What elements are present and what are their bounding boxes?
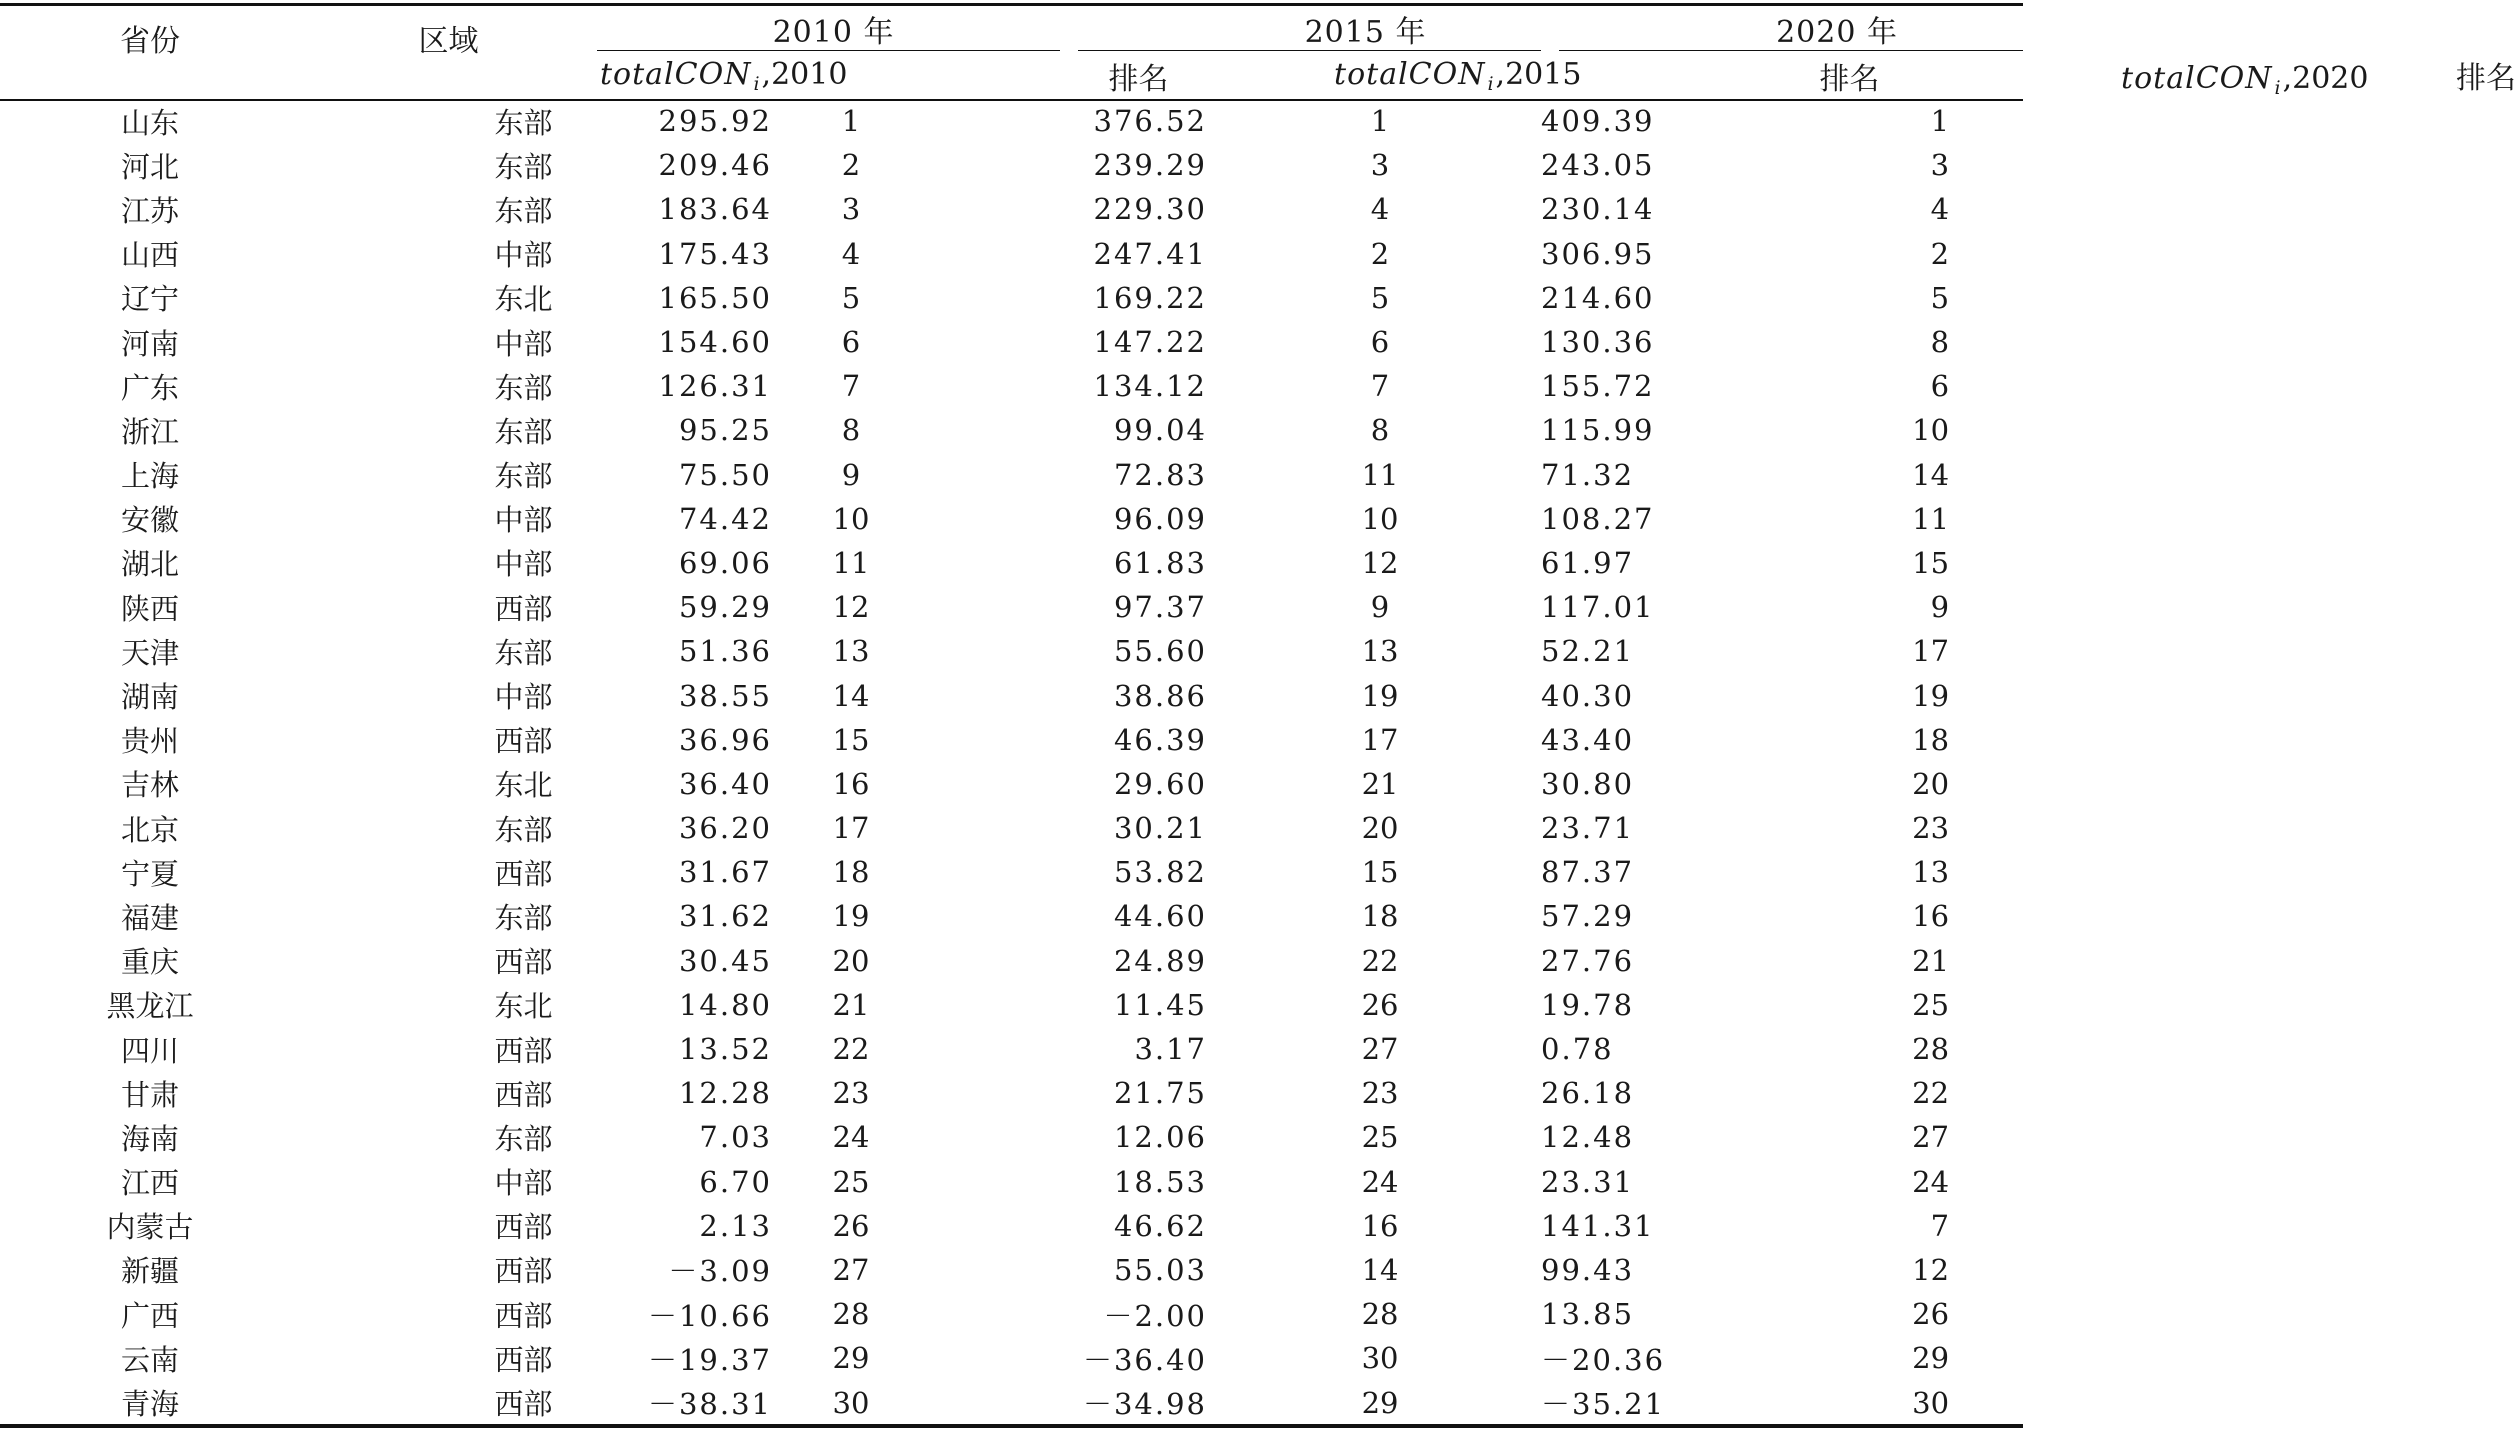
cell-rank-2015: 22: [1361, 943, 1399, 978]
table-row: [0, 629, 2023, 673]
cell-value-2020: 12.48: [1541, 1120, 1635, 1155]
header-rank-2010: 排名: [1108, 61, 1169, 97]
cell-value-2015: 11.45: [1113, 987, 1208, 1022]
table-row: [0, 718, 2023, 762]
cell-value-2020: 155.72: [1541, 369, 1655, 404]
cell-rank-2015: 18: [1361, 899, 1399, 934]
cell-rank-2010: 25: [832, 1164, 870, 1199]
cell-province: 广东: [120, 370, 179, 405]
cell-rank-2020: 16: [1912, 899, 1950, 934]
cell-region: 东部: [494, 635, 553, 670]
header-row-top: [0, 6, 2023, 52]
cell-region: 中部: [494, 680, 553, 715]
cell-rank-2015: 15: [1361, 855, 1399, 890]
cell-province: 湖北: [120, 547, 179, 582]
cell-province: 河北: [120, 149, 179, 184]
cell-rank-2020: 30: [1912, 1385, 1950, 1420]
cell-value-2020: 108.27: [1541, 501, 1655, 536]
cell-province: 青海: [120, 1387, 179, 1422]
cell-rank-2015: 6: [1370, 325, 1390, 360]
cell-rank-2010: 28: [832, 1297, 870, 1332]
table-row: [0, 187, 2023, 231]
cell-rank-2020: 11: [1912, 501, 1950, 536]
cell-rank-2015: 29: [1361, 1385, 1399, 1420]
cell-province: 广西: [120, 1298, 179, 1333]
cell-value-2020: 61.97: [1541, 545, 1635, 580]
cell-value-2020: 115.99: [1541, 413, 1655, 448]
cell-value-2015: －34.98: [1082, 1387, 1208, 1422]
cell-rank-2020: 14: [1912, 457, 1950, 492]
cell-rank-2010: 30: [832, 1385, 870, 1420]
cell-province: 辽宁: [120, 282, 179, 317]
cell-value-2015: 55.60: [1113, 634, 1208, 669]
cell-region: 东部: [494, 149, 553, 184]
cell-value-2020: 30.80: [1541, 766, 1635, 801]
cell-rank-2010: 29: [832, 1341, 870, 1376]
cell-rank-2010: 6: [841, 325, 861, 360]
cell-value-2015: 134.12: [1093, 369, 1208, 404]
cell-region: 中部: [494, 326, 553, 361]
cell-rank-2010: 8: [841, 413, 861, 448]
cell-value-2020: 27.76: [1541, 943, 1635, 978]
cell-region: 西部: [494, 591, 553, 626]
cell-province: 浙江: [120, 414, 179, 449]
cell-value-2015: 61.83: [1113, 545, 1208, 580]
cell-rank-2020: 8: [1930, 325, 1950, 360]
cell-rank-2010: 7: [841, 369, 861, 404]
cell-rank-2015: 11: [1361, 457, 1399, 492]
cell-rank-2020: 15: [1912, 545, 1950, 580]
cell-region: 西部: [494, 856, 553, 891]
header-year-2010: 2010 年: [772, 15, 895, 50]
cell-value-2020: －35.21: [1541, 1387, 1666, 1422]
cell-province: 福建: [120, 900, 179, 935]
cell-value-2010: 36.40: [678, 766, 772, 801]
cell-rank-2015: 2: [1370, 236, 1390, 271]
cell-rank-2015: 17: [1361, 722, 1399, 757]
cell-value-2010: 13.52: [678, 1032, 772, 1067]
cell-rank-2010: 24: [832, 1120, 870, 1155]
cell-province: 宁夏: [120, 856, 179, 891]
cell-value-2020: 306.95: [1541, 236, 1655, 271]
cell-value-2020: 43.40: [1541, 722, 1635, 757]
cell-rank-2010: 17: [832, 811, 870, 846]
cell-region: 东部: [494, 105, 553, 140]
cell-value-2015: 239.29: [1093, 148, 1208, 183]
cell-rank-2020: 17: [1912, 634, 1950, 669]
cell-value-2010: －19.37: [647, 1342, 772, 1377]
cell-value-2010: 31.62: [678, 899, 772, 934]
cell-region: 东部: [494, 900, 553, 935]
cell-value-2020: 23.31: [1541, 1164, 1635, 1199]
cell-region: 中部: [494, 1166, 553, 1201]
metric-name: totalCON: [1334, 56, 1486, 92]
cell-region: 东北: [494, 989, 553, 1024]
table-row: [0, 232, 2023, 276]
cell-rank-2015: 28: [1361, 1297, 1399, 1332]
cell-value-2010: 154.60: [658, 325, 772, 360]
cell-value-2010: 51.36: [678, 634, 772, 669]
cell-value-2015: 53.82: [1113, 855, 1208, 890]
cell-province: 江西: [120, 1166, 179, 1201]
metric-subscript: i: [1487, 72, 1494, 95]
cell-rank-2010: 21: [832, 987, 870, 1022]
cell-value-2010: 31.67: [678, 855, 772, 890]
cell-rank-2010: 4: [841, 236, 861, 271]
header-metric-2010: [597, 52, 1060, 99]
cell-value-2015: 38.86: [1113, 678, 1208, 713]
cell-region: 东部: [494, 370, 553, 405]
cell-rank-2020: 6: [1930, 369, 1950, 404]
cell-value-2020: 40.30: [1541, 678, 1635, 713]
header-rank-2015: 排名: [1819, 61, 1880, 97]
cell-rank-2020: 25: [1912, 987, 1950, 1022]
cell-rank-2015: 12: [1361, 545, 1399, 580]
table-row: [0, 1160, 2023, 1204]
cell-rank-2010: 16: [832, 766, 870, 801]
data-table: [0, 6, 2516, 1425]
table-body: [0, 99, 2023, 1425]
cell-value-2020: 230.14: [1541, 192, 1655, 227]
cell-value-2020: 13.85: [1541, 1297, 1635, 1332]
table-row: [0, 1071, 2023, 1115]
cell-value-2010: 295.92: [658, 104, 772, 139]
cell-value-2020: 0.78: [1541, 1032, 1614, 1067]
cell-value-2020: 117.01: [1541, 590, 1655, 625]
cell-rank-2015: 14: [1361, 1252, 1399, 1287]
cell-province: 黑龙江: [106, 989, 194, 1024]
table-row: [0, 143, 2023, 187]
header-rank-2020: 排名: [2456, 60, 2516, 96]
cell-rank-2015: 16: [1361, 1208, 1399, 1243]
table-row: [0, 850, 2023, 894]
cell-region: 西部: [494, 1254, 553, 1289]
table-row: [0, 894, 2023, 938]
cell-rank-2010: 14: [832, 678, 870, 713]
cell-rank-2020: 4: [1930, 192, 1950, 227]
cell-value-2015: 247.41: [1093, 236, 1208, 271]
table-row: [0, 983, 2023, 1027]
cell-value-2020: 214.60: [1541, 280, 1655, 315]
cell-rank-2020: 10: [1912, 413, 1950, 448]
cell-rank-2020: 1: [1930, 104, 1950, 139]
cell-rank-2015: 4: [1370, 192, 1390, 227]
metric-name: totalCON: [600, 56, 752, 92]
cell-rank-2020: 29: [1912, 1341, 1950, 1376]
cell-value-2015: 46.39: [1113, 722, 1208, 757]
cell-value-2010: 30.45: [678, 943, 772, 978]
cell-rank-2015: 30: [1361, 1341, 1399, 1376]
cell-rank-2020: 21: [1912, 943, 1950, 978]
cell-value-2010: 126.31: [658, 369, 772, 404]
cell-value-2015: －36.40: [1082, 1342, 1208, 1377]
cell-region: 西部: [494, 1077, 553, 1112]
cell-rank-2020: 20: [1912, 766, 1950, 801]
cell-value-2015: 169.22: [1093, 280, 1208, 315]
table-row: [0, 1292, 2023, 1336]
cell-region: 西部: [494, 1342, 553, 1377]
cell-rank-2020: 3: [1930, 148, 1950, 183]
cell-rank-2015: 1: [1370, 104, 1390, 139]
cell-value-2020: 141.31: [1541, 1208, 1655, 1243]
cell-rank-2020: 2: [1930, 236, 1950, 271]
cell-rank-2015: 23: [1361, 1076, 1399, 1111]
cell-value-2020: 19.78: [1541, 987, 1635, 1022]
cell-rank-2010: 13: [832, 634, 870, 669]
cell-rank-2015: 8: [1370, 413, 1390, 448]
table-row: [0, 1380, 2023, 1424]
cell-rank-2015: 20: [1361, 811, 1399, 846]
metric-subscript: i: [2274, 76, 2281, 99]
cell-region: 东北: [494, 768, 553, 803]
metric-name: totalCON: [2121, 60, 2273, 96]
cell-value-2010: 183.64: [658, 192, 772, 227]
cell-value-2020: 87.37: [1541, 855, 1635, 890]
table-row: [0, 1248, 2023, 1292]
cell-value-2015: 21.75: [1113, 1076, 1208, 1111]
cell-value-2015: 18.53: [1113, 1164, 1208, 1199]
cell-province: 河南: [120, 326, 179, 361]
table-row: [0, 673, 2023, 717]
cell-rank-2020: 12: [1912, 1252, 1950, 1287]
cell-value-2015: 3.17: [1134, 1032, 1208, 1067]
cell-value-2015: 229.30: [1093, 192, 1208, 227]
cell-province: 江苏: [120, 193, 179, 228]
cell-region: 东北: [494, 282, 553, 317]
cell-value-2015: 29.60: [1113, 766, 1208, 801]
header-metric-2015: [1217, 52, 1676, 99]
cell-region: 西部: [494, 1387, 553, 1422]
cell-value-2015: 147.22: [1093, 325, 1208, 360]
cell-value-2015: 97.37: [1113, 590, 1208, 625]
cell-rank-2010: 20: [832, 943, 870, 978]
cell-value-2015: －2.00: [1103, 1298, 1208, 1333]
table-row: [0, 939, 2023, 983]
cell-region: 西部: [494, 1298, 553, 1333]
cell-region: 中部: [494, 503, 553, 538]
table-row: [0, 1204, 2023, 1248]
cell-rank-2010: 26: [832, 1208, 870, 1243]
cell-value-2010: 6.70: [699, 1164, 772, 1199]
cell-value-2010: －38.31: [647, 1387, 772, 1422]
cell-value-2010: 7.03: [699, 1120, 772, 1155]
cell-province: 内蒙古: [106, 1210, 194, 1245]
cell-rank-2010: 11: [832, 545, 870, 580]
cell-province: 贵州: [120, 724, 179, 759]
cell-value-2010: －3.09: [668, 1254, 772, 1289]
cell-rank-2010: 3: [841, 192, 861, 227]
cell-rank-2015: 27: [1361, 1032, 1399, 1067]
cell-region: 东部: [494, 193, 553, 228]
cell-province: 海南: [120, 1121, 179, 1156]
cell-rank-2015: 24: [1361, 1164, 1399, 1199]
cell-province: 重庆: [120, 945, 179, 980]
cell-value-2020: －20.36: [1541, 1342, 1666, 1377]
cell-rank-2020: 5: [1930, 280, 1950, 315]
cell-region: 西部: [494, 1033, 553, 1068]
cell-province: 上海: [120, 459, 179, 494]
cell-province: 山西: [120, 238, 179, 273]
table-row: [0, 762, 2023, 806]
cell-province: 新疆: [120, 1254, 179, 1289]
cell-value-2010: 36.96: [678, 722, 772, 757]
cell-value-2020: 57.29: [1541, 899, 1635, 934]
cell-province: 安徽: [120, 503, 179, 538]
cell-region: 东部: [494, 459, 553, 494]
table-row: [0, 408, 2023, 452]
cell-value-2010: 95.25: [678, 413, 772, 448]
cell-value-2010: 12.28: [678, 1076, 772, 1111]
bottom-rule: [0, 1424, 2023, 1428]
cell-province: 北京: [120, 812, 179, 847]
metric-year: ,2015: [1495, 56, 1582, 92]
cell-value-2015: 44.60: [1113, 899, 1208, 934]
table-row: [0, 585, 2023, 629]
cell-rank-2015: 13: [1361, 634, 1399, 669]
cell-region: 西部: [494, 724, 553, 759]
cell-region: 东部: [494, 1121, 553, 1156]
cell-value-2010: 74.42: [678, 501, 772, 536]
cell-rank-2020: 9: [1930, 590, 1950, 625]
header-year-2020: 2020 年: [1776, 15, 1898, 50]
table-row: [0, 364, 2023, 408]
cell-value-2015: 96.09: [1113, 501, 1208, 536]
cell-value-2010: 36.20: [678, 811, 772, 846]
cell-region: 中部: [494, 238, 553, 273]
cell-value-2020: 99.43: [1541, 1252, 1635, 1287]
table-row: [0, 1027, 2023, 1071]
cell-region: 西部: [494, 1210, 553, 1245]
cell-value-2015: 72.83: [1113, 457, 1208, 492]
cell-rank-2015: 5: [1370, 280, 1390, 315]
cell-value-2010: 38.55: [678, 678, 772, 713]
header-year-2015: 2015 年: [1304, 15, 1427, 50]
cell-province: 湖南: [120, 680, 179, 715]
table-row: [0, 320, 2023, 364]
cell-value-2010: 69.06: [678, 545, 772, 580]
cell-rank-2010: 9: [841, 457, 861, 492]
cell-value-2015: 376.52: [1093, 104, 1208, 139]
cell-province: 陕西: [120, 591, 179, 626]
header-province: 省份: [120, 23, 180, 59]
cell-value-2020: 23.71: [1541, 811, 1635, 846]
cell-rank-2020: 22: [1912, 1076, 1950, 1111]
cell-rank-2020: 24: [1912, 1164, 1950, 1199]
cell-value-2010: 2.13: [699, 1208, 772, 1243]
cell-rank-2015: 3: [1370, 148, 1390, 183]
cell-rank-2015: 9: [1370, 590, 1390, 625]
cell-rank-2015: 19: [1361, 678, 1399, 713]
cell-rank-2010: 2: [841, 148, 861, 183]
table-row: [0, 276, 2023, 320]
cell-region: 中部: [494, 547, 553, 582]
table-row: [0, 497, 2023, 541]
cell-province: 山东: [120, 105, 179, 140]
cell-region: 东部: [494, 812, 553, 847]
metric-subscript: i: [753, 72, 760, 95]
cell-value-2015: 30.21: [1113, 811, 1208, 846]
cell-rank-2020: 26: [1912, 1297, 1950, 1332]
table-row: [0, 1336, 2023, 1380]
cell-rank-2010: 27: [832, 1252, 870, 1287]
cell-value-2010: 14.80: [678, 987, 772, 1022]
table-row: [0, 541, 2023, 585]
cell-rank-2010: 18: [832, 855, 870, 890]
cell-rank-2010: 23: [832, 1076, 870, 1111]
cell-province: 四川: [120, 1033, 179, 1068]
cell-value-2010: 209.46: [658, 148, 772, 183]
cell-province: 甘肃: [120, 1077, 179, 1112]
header-region: 区域: [418, 23, 479, 59]
cell-rank-2010: 10: [832, 501, 870, 536]
cell-value-2010: 175.43: [658, 236, 772, 271]
cell-rank-2010: 1: [841, 104, 861, 139]
cell-value-2010: 59.29: [678, 590, 772, 625]
cell-rank-2020: 19: [1912, 678, 1950, 713]
table-row: [0, 453, 2023, 497]
cell-rank-2020: 7: [1930, 1208, 1950, 1243]
cell-value-2020: 409.39: [1541, 104, 1655, 139]
cell-province: 天津: [120, 635, 179, 670]
cell-rank-2015: 10: [1361, 501, 1399, 536]
cell-rank-2010: 19: [832, 899, 870, 934]
cell-rank-2015: 26: [1361, 987, 1399, 1022]
cell-province: 吉林: [120, 768, 179, 803]
cell-rank-2010: 5: [841, 280, 861, 315]
cell-value-2015: 46.62: [1113, 1208, 1208, 1243]
cell-rank-2020: 18: [1912, 722, 1950, 757]
cell-value-2020: 26.18: [1541, 1076, 1635, 1111]
table-row: [0, 806, 2023, 850]
cell-rank-2015: 21: [1361, 766, 1399, 801]
cell-rank-2015: 25: [1361, 1120, 1399, 1155]
table-row: [0, 99, 2023, 143]
cell-value-2010: 75.50: [678, 457, 772, 492]
cell-rank-2010: 22: [832, 1032, 870, 1067]
cell-rank-2020: 28: [1912, 1032, 1950, 1067]
cell-rank-2010: 12: [832, 590, 870, 625]
cell-rank-2020: 13: [1912, 855, 1950, 890]
cell-value-2020: 243.05: [1541, 148, 1655, 183]
cell-value-2015: 55.03: [1113, 1252, 1208, 1287]
cell-value-2015: 99.04: [1113, 413, 1208, 448]
cell-value-2015: 24.89: [1113, 943, 1208, 978]
cell-region: 东部: [494, 414, 553, 449]
cell-rank-2020: 27: [1912, 1120, 1950, 1155]
cell-rank-2015: 7: [1370, 369, 1390, 404]
cell-region: 西部: [494, 945, 553, 980]
cell-value-2010: －10.66: [647, 1298, 772, 1333]
table-row: [0, 1115, 2023, 1159]
cell-province: 云南: [120, 1342, 179, 1377]
metric-year: ,2010: [761, 56, 848, 92]
cell-rank-2010: 15: [832, 722, 870, 757]
cell-value-2020: 130.36: [1541, 325, 1655, 360]
metric-year: ,2020: [2282, 60, 2369, 96]
cell-rank-2020: 23: [1912, 811, 1950, 846]
cell-value-2020: 52.21: [1541, 634, 1635, 669]
cell-value-2015: 12.06: [1113, 1120, 1208, 1155]
cell-value-2010: 165.50: [658, 280, 772, 315]
cell-value-2020: 71.32: [1541, 457, 1635, 492]
